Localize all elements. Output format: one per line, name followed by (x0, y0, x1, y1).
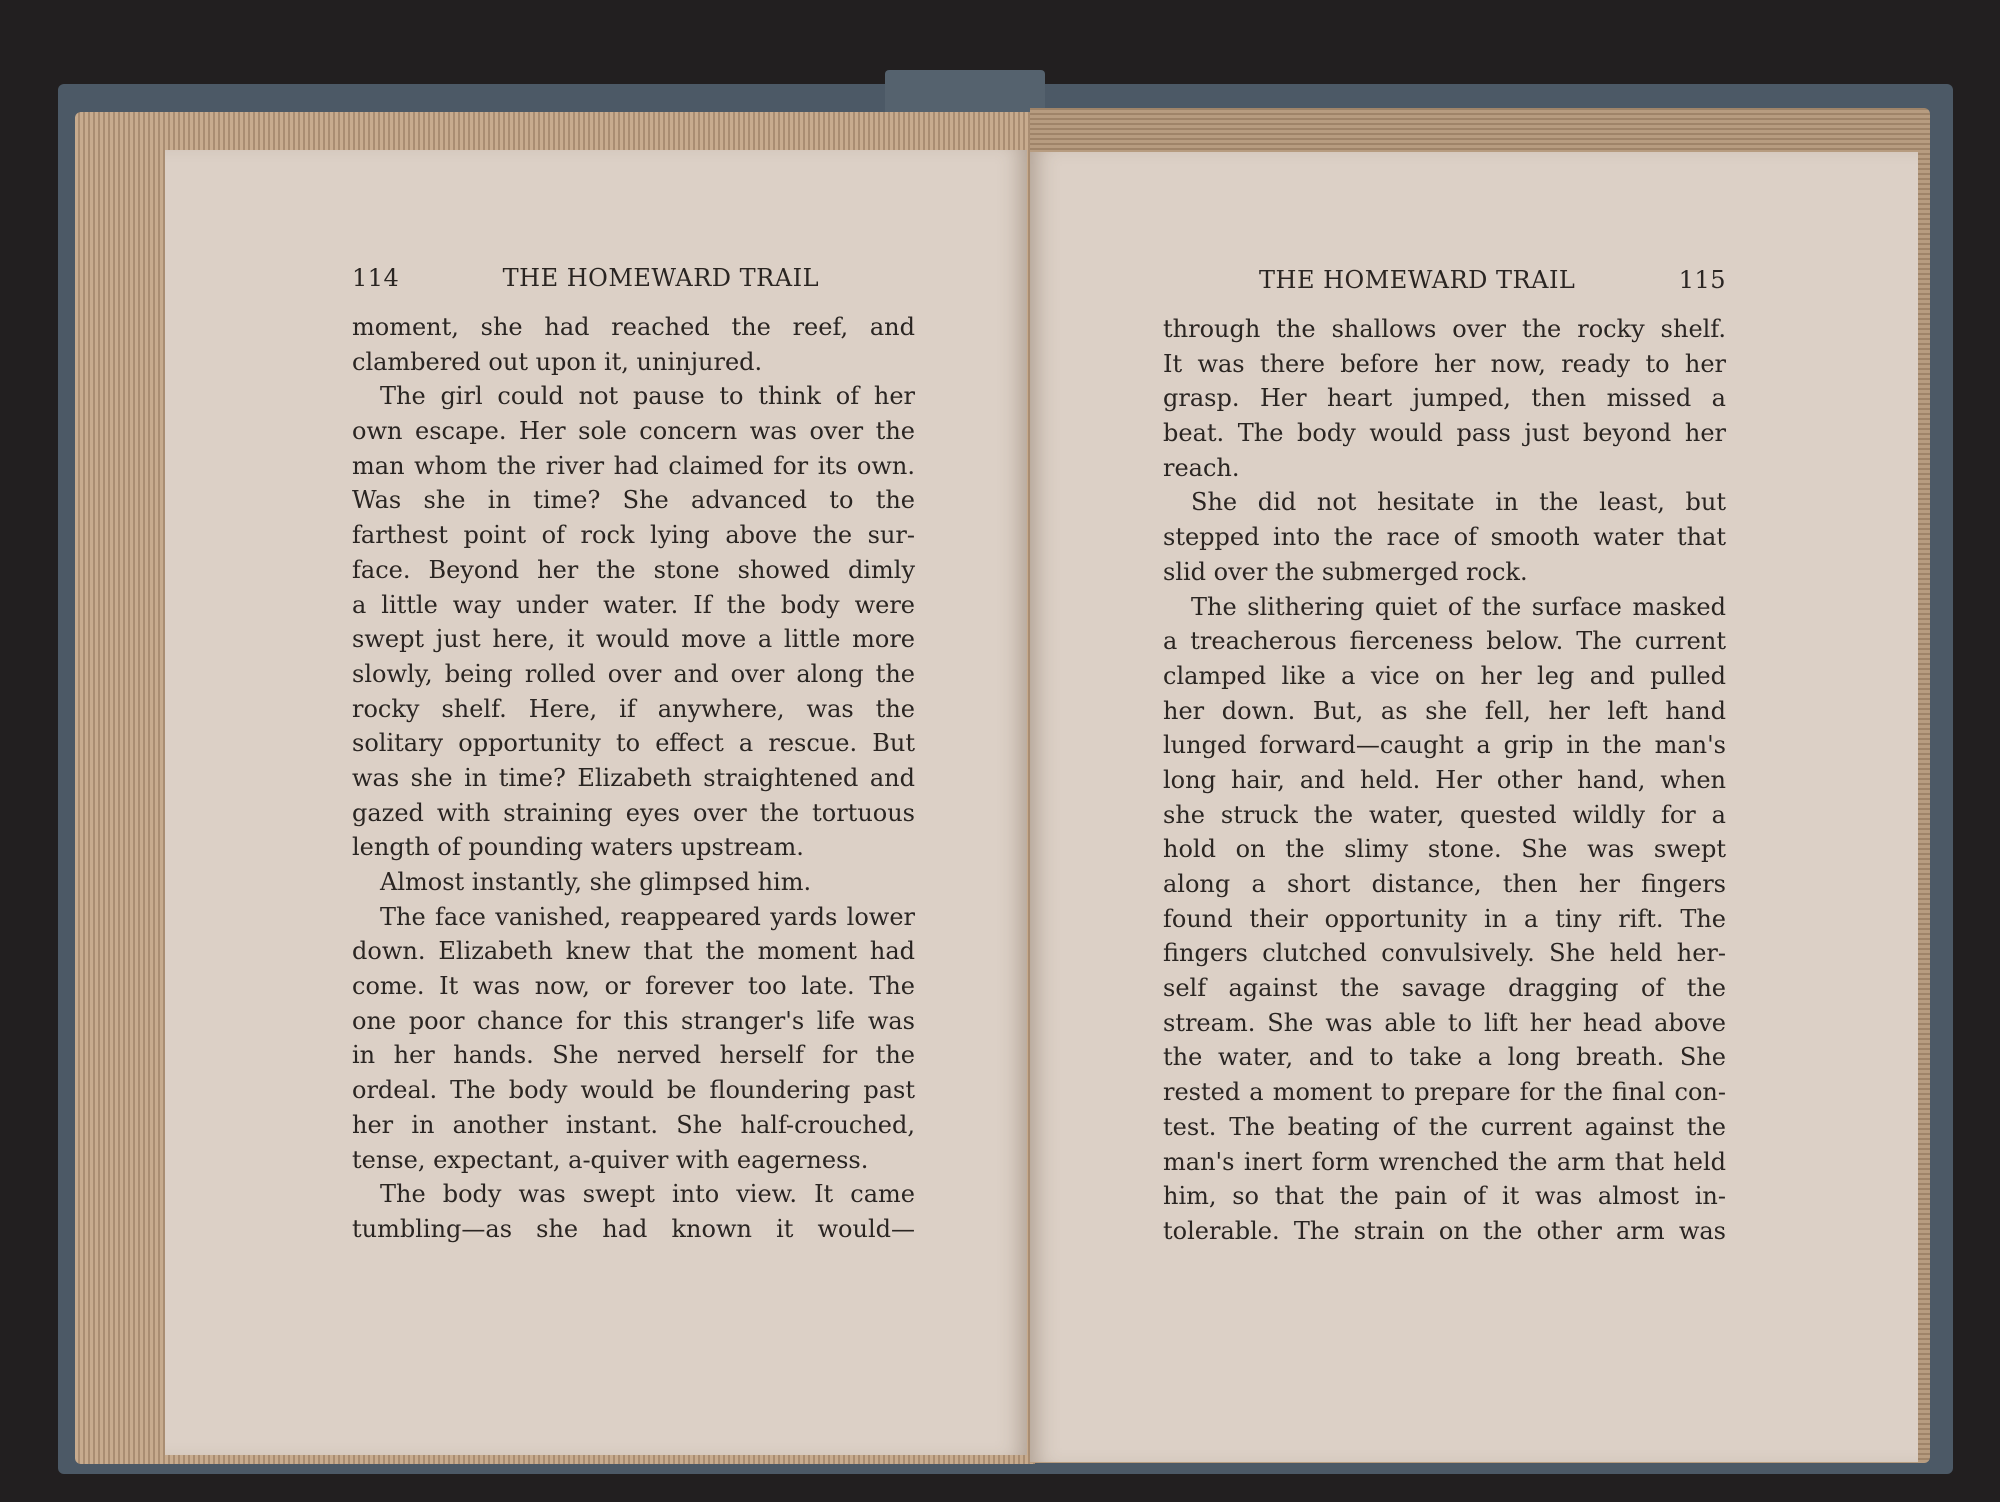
text-line: in her hands. She nerved herself for the (352, 1041, 915, 1070)
text-line: down. Elizabeth knew that the moment had (352, 937, 915, 966)
text-line: gazed with straining eyes over the tortuous (352, 798, 915, 827)
text-line: rocky shelf. Here, if anywhere, was the (352, 694, 915, 723)
text-line: beat. The body would pass just beyond her (1163, 419, 1726, 448)
text-line: was she in time? Elizabeth straightened and (352, 763, 915, 792)
text-line: Almost instantly, she glimpsed him. (380, 868, 812, 896)
text-line: him, so that the pain of it was almost in- (1163, 1182, 1726, 1211)
text-line: clambered out upon it, uninjured. (352, 347, 763, 376)
text-line: grasp. Her heart jumped, then missed a (1163, 384, 1726, 413)
paragraph (352, 379, 915, 865)
text-line: self against the savage dragging of the (1163, 974, 1726, 1003)
text-line: man's inert form wrenched the arm that held (1163, 1147, 1726, 1176)
text-line: one poor chance for this stranger's life was (352, 1006, 915, 1035)
text-line: slid over the submerged rock. (1163, 557, 1528, 586)
text-line: man whom the river had claimed for its own. (352, 451, 915, 480)
paragraph (1163, 485, 1726, 589)
running-title: THE HOMEWARD TRAIL (502, 264, 819, 292)
page-number: 115 (1678, 266, 1726, 294)
paragraph (352, 310, 915, 379)
text-line: tumbling—as she had known it would— (352, 1214, 915, 1243)
paragraph (352, 1177, 915, 1246)
text-line: her down. But, as she fell, her left hand (1163, 696, 1726, 725)
text-line: clamped like a vice on her leg and pulled (1163, 661, 1726, 690)
text-line: solitary opportunity to effect a rescue. But (352, 729, 915, 758)
text-line: She did not hesitate in the least, but (1191, 488, 1726, 517)
text-line: Was she in time? She advanced to the (352, 486, 915, 515)
text-line: a little way under water. If the body were (352, 590, 915, 619)
text-line: farthest point of rock lying above the sur- (352, 521, 915, 550)
text-line: lunged forward—caught a grip in the man's (1163, 731, 1726, 760)
text-line: length of pounding waters upstream. (352, 833, 804, 862)
text-line: tense, expectant, a-quiver with eagerness. (352, 1145, 869, 1174)
page-number: 114 (352, 264, 400, 292)
text-line: swept just here, it would move a little more (352, 625, 915, 654)
text-line: The body was swept into view. It came (380, 1180, 915, 1209)
text-line: hold on the slimy stone. She was swept (1163, 835, 1726, 864)
text-line: a treacherous fierceness below. The current (1163, 627, 1726, 656)
text-line: she struck the water, quested wildly for a (1163, 800, 1726, 829)
text-line: her in another instant. She half-crouched, (352, 1110, 915, 1139)
text-line: It was there before her now, ready to her (1163, 349, 1726, 378)
left-page (165, 150, 1027, 1455)
text-line: slowly, being rolled over and over along the (352, 659, 915, 688)
right-body-text (1163, 312, 1726, 1249)
text-line: face. Beyond her the stone showed dimly (352, 555, 915, 584)
text-line: stream. She was able to lift her head above (1163, 1008, 1726, 1037)
left-body-text (352, 310, 915, 1247)
text-line: moment, she had reached the reef, and (352, 313, 915, 341)
text-line: own escape. Her sole concern was over the (352, 417, 915, 446)
right-text-column (1163, 260, 1726, 1249)
text-line: The girl could not pause to think of her (380, 382, 915, 411)
paragraph (1163, 312, 1726, 485)
text-line: found their opportunity in a tiny rift. The (1163, 904, 1726, 933)
text-line: along a short distance, then her fingers (1163, 870, 1726, 898)
text-line: stepped into the race of smooth water that (1163, 523, 1726, 552)
left-text-column (352, 258, 915, 1247)
paragraph (352, 865, 915, 900)
running-title: THE HOMEWARD TRAIL (1259, 266, 1576, 294)
text-line: test. The beating of the current against the (1163, 1112, 1726, 1141)
text-line: rested a moment to prepare for the final con- (1163, 1078, 1726, 1107)
text-line: the water, and to take a long breath. She (1163, 1043, 1726, 1072)
text-line: long hair, and held. Her other hand, when (1163, 765, 1726, 794)
text-line: The face vanished, reappeared yards lower (380, 902, 915, 931)
right-page (1030, 152, 1918, 1462)
paragraph (1163, 590, 1726, 1249)
text-line: reach. (1163, 453, 1240, 482)
right-running-header (1163, 260, 1726, 312)
text-line: tolerable. The strain on the other arm was (1163, 1216, 1726, 1245)
text-line: fingers clutched convulsively. She held her- (1163, 939, 1726, 968)
text-line: ordeal. The body would be floundering past (352, 1076, 915, 1105)
paragraph (352, 900, 915, 1178)
left-running-header (352, 258, 915, 310)
text-line: through the shallows over the rocky shelf. (1163, 315, 1726, 343)
text-line: The slithering quiet of the surface masked (1191, 592, 1726, 621)
text-line: come. It was now, or forever too late. The (352, 972, 915, 1001)
